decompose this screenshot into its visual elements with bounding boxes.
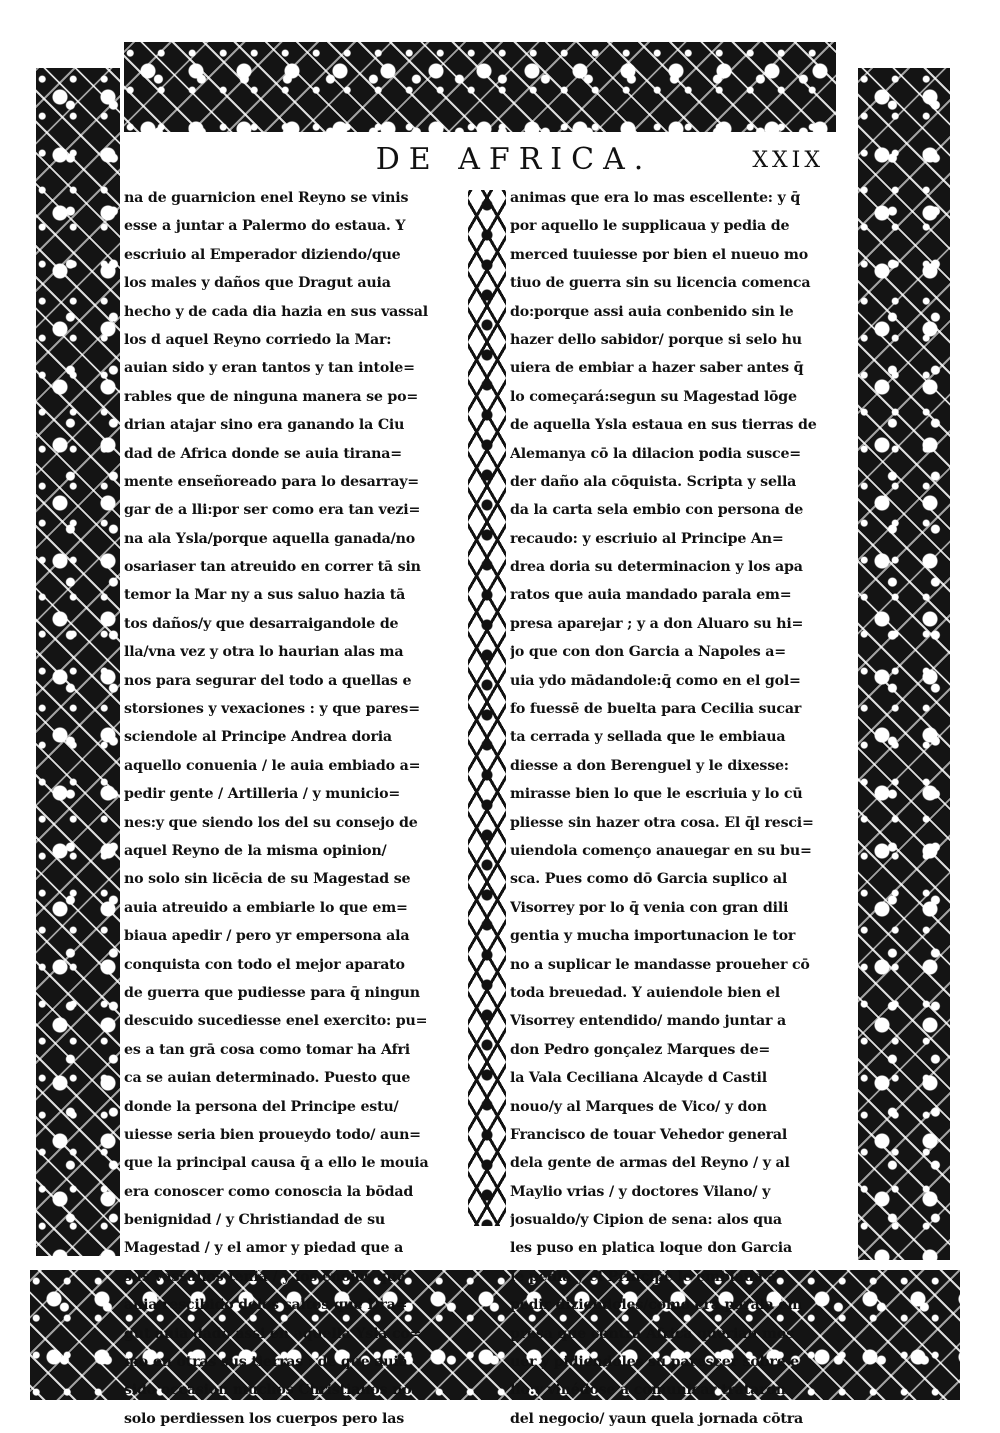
text-line: josualdo/y Cipion de sena: alos qua	[510, 1212, 782, 1229]
text-line: da la carta sela embio con persona de	[510, 502, 804, 519]
text-line: toda breuedad. Y auiendole bien el	[510, 984, 780, 1001]
text-line: auian sido y eran tantos y tan intole=	[124, 360, 415, 377]
text-line: es a tan grā cosa como tomar ha Afri	[124, 1041, 410, 1058]
text-line: hazer dello sabidor/ porque si selo hu	[510, 331, 802, 348]
text-line: drea doria su determinacion y los apa	[510, 559, 803, 576]
text-line: los d aquel Reyno corriedo la Mar:	[124, 331, 392, 348]
text-line: solo perdiessen los cuerpos pero las	[124, 1410, 404, 1427]
text-line: auia atreuido a embiarle lo que em=	[124, 899, 408, 916]
text-line: les puso en platica loque don Garcia	[510, 1240, 792, 1257]
text-line: merced tuuiesse por bien el nueuo mo	[510, 246, 808, 263]
text-line: storsiones y vexaciones : y que pares=	[124, 701, 420, 718]
text-line: der daño ala cōquista. Scripta y sella	[510, 473, 797, 490]
text-line: na ala Ysla/porque aquella ganada/no	[124, 530, 415, 547]
text-line: benignidad / y Christiandad de su	[124, 1212, 386, 1229]
text-line: animas que era lo mas escellente: y q̄	[510, 190, 801, 206]
text-line: ta cerrada y sellada que le embiaua	[510, 729, 786, 746]
text-line: conquista con todo el mejor aparato	[124, 956, 405, 973]
text-line: lo começará:segun su Magestad lōge	[510, 388, 797, 405]
text-line: ratos que auia mandado parala em=	[510, 587, 792, 604]
text-line: don Pedro gonçalez Marques de=	[510, 1041, 771, 1058]
text-line: auia rescibido delos saltos que Dra=	[124, 1297, 408, 1314]
text-line: drian atajar sino era ganando la Ciu	[124, 417, 405, 434]
text-line: jo que con don Garcia a Napoles a=	[510, 644, 786, 661]
text-line: ca se auian determinado. Puesto que	[124, 1070, 411, 1087]
text-line: presa que contra Africa querian mos	[510, 1325, 794, 1342]
text-line: no a suplicar le mandasse proueher cō	[510, 956, 810, 973]
text-line: presa aparejar ; y a don Aluaro su hi=	[510, 615, 804, 632]
left-ornamental-border	[36, 68, 120, 1256]
text-line: na de guarnicion enel Reyno se vinis	[124, 190, 409, 206]
text-line: temor la Mar ny a sus saluo hazia tā	[124, 587, 406, 604]
text-line: no solo sin licēcia de su Magestad se	[124, 871, 411, 888]
right-ornamental-border	[858, 68, 950, 1260]
text-line: nos para segurar del todo a quellas e	[124, 672, 412, 689]
text-line: escriuio al Emperador diziendo/que	[124, 246, 401, 263]
text-line: aquello conuenia / le auia embiado a=	[124, 757, 421, 774]
column-divider-ornament	[468, 190, 506, 1226]
text-line: que la principal causa q̄ a ello le mouia	[124, 1155, 429, 1172]
text-line: tiuo de guerra sin su licencia comenca	[510, 275, 811, 292]
text-line: Visorrey por lo q̄ venia con gran dili	[510, 899, 789, 916]
text-line: hecho y de cada dia hazia en sus vassal	[124, 303, 428, 320]
text-line: pliesse sin hazer otra cosa. El q̄l resci=	[510, 814, 814, 831]
text-line: uer y pidiendoles su parescer sobre e	[510, 1354, 799, 1371]
text-line: los males y daños que Dragut auia	[124, 275, 391, 292]
page-header	[124, 140, 836, 180]
text-line: era conoscer como conoscia la bōdad	[124, 1183, 414, 1200]
text-line: por aquello le supplicaua y pedia de	[510, 218, 790, 235]
text-line: pedir gente / Artilleria / y municio=	[124, 786, 401, 803]
text-line: nes:y que siendo los del su consejo de	[124, 814, 418, 831]
text-line: dad de Africa donde se auia tirana=	[124, 445, 402, 462]
text-line: descuido sucediesse enel exercito: pu=	[124, 1013, 428, 1030]
top-ornamental-border	[124, 42, 836, 132]
text-line: sciendole al Principe Andrea doria	[124, 729, 392, 746]
text-line: diesse a don Berenguel y le dixesse:	[510, 757, 789, 774]
text-line: de guerra que pudiesse para q̄ ningun	[124, 984, 420, 1001]
text-line: biaua apedir / pero yr empersona ala	[124, 928, 410, 945]
text-line: uia ydo mādandole:q̄ como en el gol=	[510, 672, 801, 689]
text-line: do:porque assi auia conbenido sin le	[510, 303, 794, 320]
text-line: Magestad / y el amor y piedad que a	[124, 1240, 404, 1257]
text-line: mo en otras sus tierras : de que auia	[124, 1354, 408, 1371]
text-line: gar de a lli:por ser como era tan vezi=	[124, 502, 421, 519]
text-line: uiendola començo anauegar en su bu=	[510, 842, 812, 859]
text-line: uiesse seria bien proueydo todo/ aun=	[124, 1126, 421, 1143]
text-line: gentia y mucha importunacion le tor	[510, 928, 796, 945]
text-line: del negocio/ yaun quela jornada cōtra	[510, 1410, 803, 1427]
text-line: mente enseñoreado para lo desarray=	[124, 473, 419, 490]
text-line: sido occasion muchos Christianos no	[124, 1382, 412, 1399]
right-text-column	[510, 184, 852, 1433]
text-line: tos daños/y que desarraigandole de	[124, 615, 399, 632]
text-line: donde la persona del Principe estu/	[124, 1098, 399, 1115]
text-line: rables que de ninguna manera se po=	[124, 388, 419, 405]
text-line: dela gente de armas del Reyno / y al	[510, 1155, 790, 1172]
text-line: Visorrey entendido/ mando juntar a	[510, 1013, 786, 1030]
text-line: aquel Reyno de la misma opinion/	[124, 842, 387, 859]
text-line: llo:y vinédose a comunicar trataron	[510, 1382, 786, 1399]
text-line: nouo/y al Marques de Vico/ y don	[510, 1098, 767, 1115]
text-line: de aquella Ysla estaua en sus tierras de	[510, 417, 817, 434]
text-line: Alemanya cō la dilacion podia susce=	[510, 445, 801, 462]
text-line: fo fuessē de buelta para Cecilia sucar	[510, 701, 802, 718]
left-text-column	[124, 184, 462, 1433]
folio-number: XXIX	[752, 148, 824, 173]
text-line: mirasse bien lo que le escriuia y lo cū	[510, 786, 803, 803]
text-line: gut auia dado assi en aquella Ysla co=	[124, 1325, 422, 1342]
text-line: Maylio vrias / y doctores Vilano/ y	[510, 1183, 771, 1200]
text-line: sca. Pues como dō Garcia suplico al	[510, 871, 788, 888]
text-line: lla/vna vez y otra lo haurian alas ma	[124, 644, 404, 661]
text-line: esse a juntar a Palermo do estaua. Y	[124, 218, 406, 235]
text-line: osariaser tan atreuido en correr tā sin	[124, 559, 421, 576]
text-line: la Vala Ceciliana Alcayde d Castil	[510, 1070, 767, 1087]
text-line: Francisco de touar Vehedor general	[510, 1126, 788, 1143]
running-head: DE AFRICA.	[375, 142, 653, 177]
text-line: le pedia y el Principe le embiaua a	[510, 1268, 777, 1285]
text-line: pedir diziendoles/como era parala em	[510, 1297, 803, 1314]
text-line: recaudo: y escriuio al Principe An=	[510, 530, 784, 547]
text-line: sus vassallos tenia / y los enojos que	[124, 1268, 406, 1285]
text-line: uiera de embiar a hazer saber antes q̄	[510, 360, 804, 377]
